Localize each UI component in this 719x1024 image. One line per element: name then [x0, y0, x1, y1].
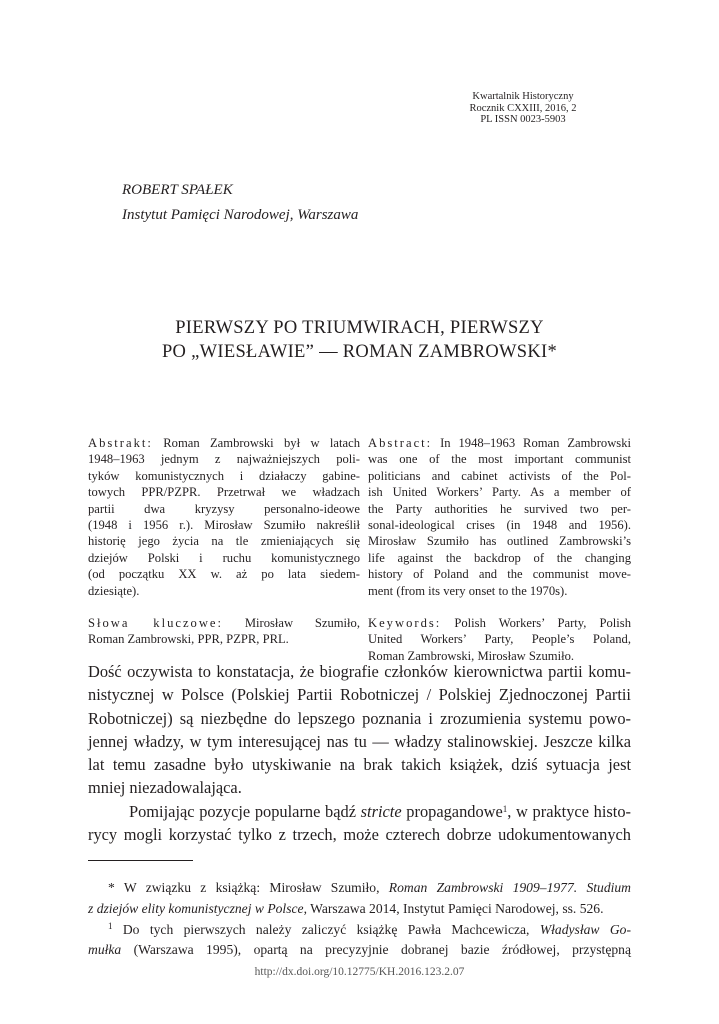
abstract-polish — [88, 435, 360, 648]
footnote-line — [88, 920, 631, 941]
text: Roman Zambrowski był w latach — [152, 436, 360, 450]
body-line: Robotniczej) są niezbędne do lepszego poznania i zrozumienia systemu powo- — [88, 708, 631, 728]
abstract-line: (1948 i 1956 r.). Mirosław Szumiło nakreślił — [88, 517, 360, 532]
journal-name: Kwartalnik Historyczny — [472, 91, 574, 102]
abstract-line: ish United Workers’ Party. As a member of — [368, 485, 631, 500]
journal-issn: PL ISSN 0023-5903 — [480, 114, 566, 125]
body-line: mniej niezadowalająca. — [88, 778, 242, 798]
doi-link[interactable]: http://dx.doi.org/10.12775/KH.2016.123.2.07 — [254, 966, 465, 978]
italic-text: z dziejów elity komunistycznej w Polsce — [88, 900, 304, 916]
text: (Warszawa 1995), opartą na precyzyjnie dobranej bazie źródłowej, przystępną — [121, 942, 631, 958]
text: , w praktyce histo- — [507, 801, 631, 821]
abstract-line: tyków komunistycznych i działaczy gabine- — [88, 468, 360, 483]
journal-volume: Rocznik CXXIII, 2016, 2 — [469, 102, 577, 114]
abstract-line: Mirosław Szumiło has outlined Zambrowski’s — [368, 534, 631, 549]
body-line — [88, 800, 631, 823]
text: Mirosław Szumiło, — [223, 615, 361, 630]
footnote-divider — [88, 860, 193, 861]
keywords-line: Roman Zambrowski, PPR, PZPR, PRL. — [88, 632, 289, 647]
abstract-line: dziesiąte). — [88, 583, 140, 598]
author-affiliation: Instytut Pamięci Narodowej, Warszawa — [122, 207, 359, 223]
footnote-line — [88, 940, 631, 961]
abstract-line: (od początku XX w. aż po lata siedem- — [88, 567, 360, 582]
abstract-line: historię jego życia na tle zmieniających się — [88, 534, 360, 549]
footnote-ref[interactable]: 1 — [502, 803, 508, 814]
abstract-line: ment (from its very onset to the 1970s). — [368, 583, 568, 598]
footnote-line — [88, 878, 631, 899]
abstract-line — [88, 435, 360, 451]
abstract-line: history of Poland and the communist move- — [368, 567, 631, 582]
abstract-line: towych PPR/PZPR. Przetrwał we władzach — [88, 485, 360, 500]
article-title — [0, 316, 719, 364]
abstract-line: politicians and cabinet activists of the Pol- — [368, 468, 631, 483]
italic-text: mułka — [88, 942, 122, 958]
abstract-line — [368, 435, 631, 451]
text: Polish Workers’ Party, Polish — [441, 615, 631, 630]
body-line: jennej władzy, w tym interesującej nas tu — władzy stalinowskiej. Jeszcze kilka — [88, 731, 631, 751]
keywords-line: United Workers’ Party, People’s Poland, — [368, 632, 631, 647]
abstract-line: the Party authorities he survived two per- — [368, 501, 631, 516]
keywords-line — [368, 615, 631, 631]
abstract-line: partii dwa kryzysy personalno-ideowe — [88, 501, 360, 516]
text: , Warszawa 2014, Instytut Pamięci Narodowej, ss. 526. — [303, 900, 604, 916]
text: In 1948–1963 Roman Zambrowski — [432, 436, 631, 450]
abstract-line: was one of the most important communist — [368, 452, 631, 467]
body-line: Dość oczywista to konstatacja, że biografie członków kierownictwa partii komu- — [88, 662, 631, 681]
title-line: PIERWSZY PO TRIUMWIRACH, PIERWSZY — [175, 318, 544, 338]
keywords-label: Keywords: — [368, 615, 442, 630]
abstract-line: sonal-ideological crises (in 1948 and 1956). — [368, 517, 631, 532]
text: propagandowe — [401, 801, 503, 821]
italic-text: Roman Zambrowski 1909–1977. Studium — [388, 880, 632, 895]
journal-header — [443, 91, 603, 126]
title-line: PO „WIESŁAWIE” — ROMAN ZAMBROWSKI* — [161, 342, 558, 362]
author-name: ROBERT SPAŁEK — [122, 182, 233, 198]
abstract-line: 1948–1963 jednym z najważniejszych poli- — [88, 452, 360, 467]
italic-text: stricte — [360, 801, 402, 821]
footnote-line — [88, 899, 631, 920]
keywords-line — [88, 615, 360, 631]
body-line: rycy mogli korzystać tylko z trzech, może czterech dobrze udokumentowanych — [88, 825, 631, 845]
abstract-english — [368, 435, 631, 664]
abstract-line: dziejów Polski i ruchu komunistycznego — [88, 550, 360, 565]
abstract-line: life against the backdrop of the changing — [368, 550, 631, 565]
text: Do tych pierwszych należy zaliczyć książkę Pawła Machcewicza, — [112, 921, 540, 937]
body-line: lat temu zasadne było utyskiwanie na brak takich książek, dziś sytuacja jest — [88, 755, 631, 775]
abstract-label: Abstrakt: — [88, 436, 153, 450]
footnotes — [88, 878, 631, 961]
text: * W związku z książką: Mirosław Szumiło, — [108, 880, 389, 895]
author-block — [122, 178, 358, 228]
keywords-label: Słowa kluczowe: — [88, 615, 224, 630]
body-line: nistycznej w Polsce (Polskiej Partii Robotniczej / Polskiej Zjednoczonej Partii — [88, 685, 631, 705]
body-text — [88, 660, 631, 846]
text: Pomijając pozycje popularne bądź — [129, 801, 361, 821]
keywords-line: Roman Zambrowski, Mirosław Szumiło. — [368, 648, 575, 663]
footnote-number: 1 — [108, 920, 113, 931]
italic-text: Władysław Go- — [539, 921, 631, 937]
abstract-label: Abstract: — [368, 436, 433, 450]
